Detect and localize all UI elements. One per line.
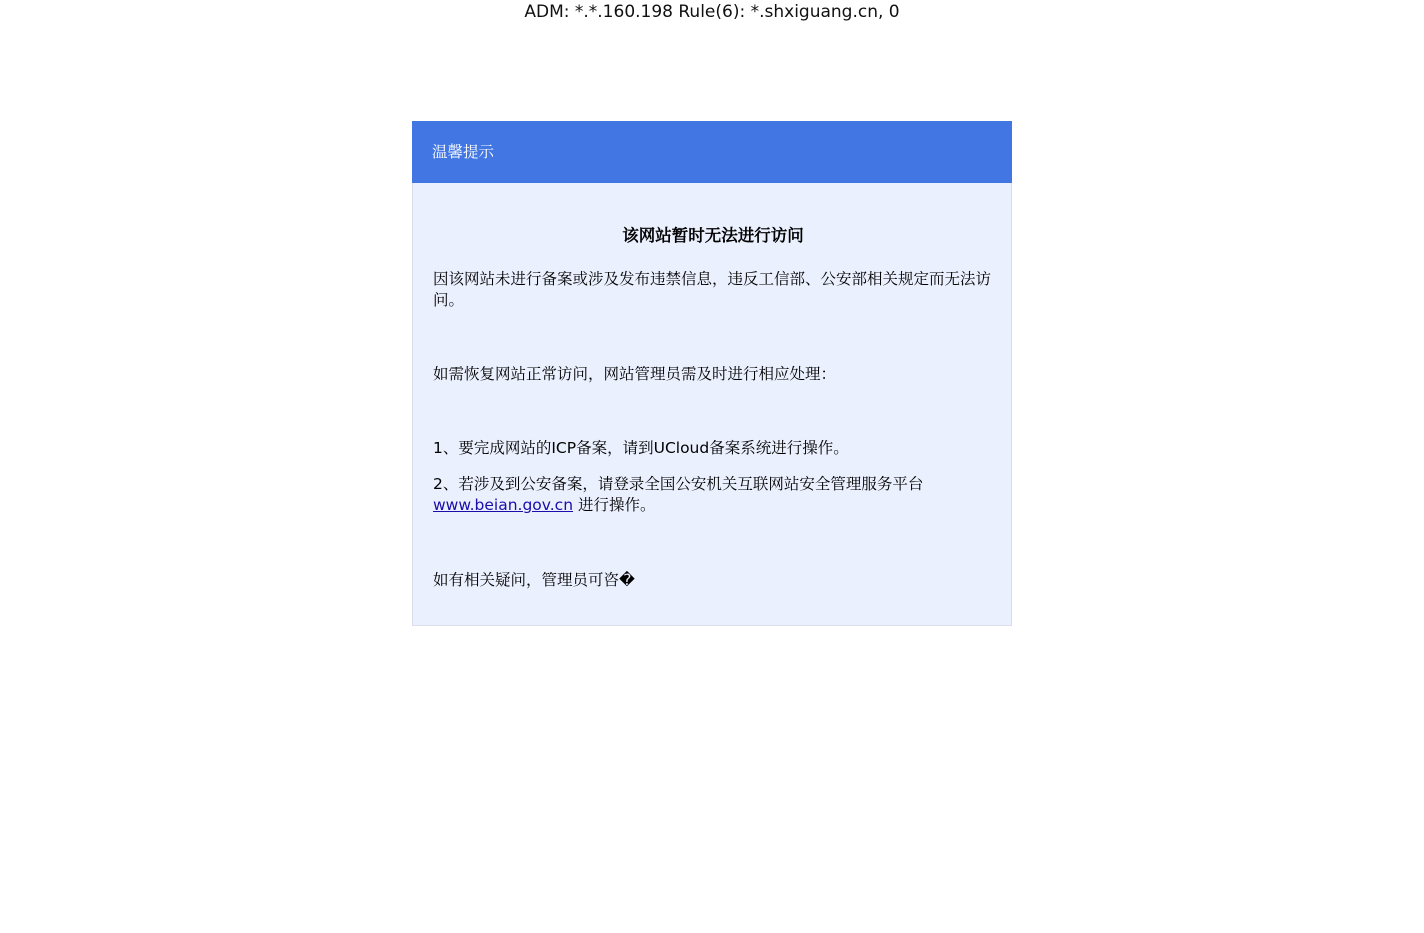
restore-intro-paragraph: 如需恢复网站正常访问，网站管理员需及时进行相应处理： [433,365,837,383]
step-2-prefix: 2、若涉及到公安备案，请登录全国公安机关互联网站安全管理服务平台 [433,475,924,493]
notice-card [412,121,1012,626]
step-2-suffix: 进行操作。 [573,496,656,514]
notice-title: 该网站暂时无法进行访问 [622,226,804,245]
beian-gov-link[interactable]: www.beian.gov.cn [433,496,574,514]
step-1-paragraph: 1、要完成网站的ICP备案，请到UCloud备案系统进行操作。 [433,439,849,457]
adm-rule-banner: ADM: *.*.160.198 Rule(6): *.shxiguang.cn, 0 [524,2,900,22]
step-2-paragraph [433,474,993,516]
contact-paragraph: 如有相关疑问，管理员可咨� [433,571,635,589]
reason-paragraph: 因该网站未进行备案或涉及发布违禁信息，违反工信部、公安部相关规定而无法访问。 [433,270,992,309]
notice-header: 温馨提示 [412,121,1012,183]
